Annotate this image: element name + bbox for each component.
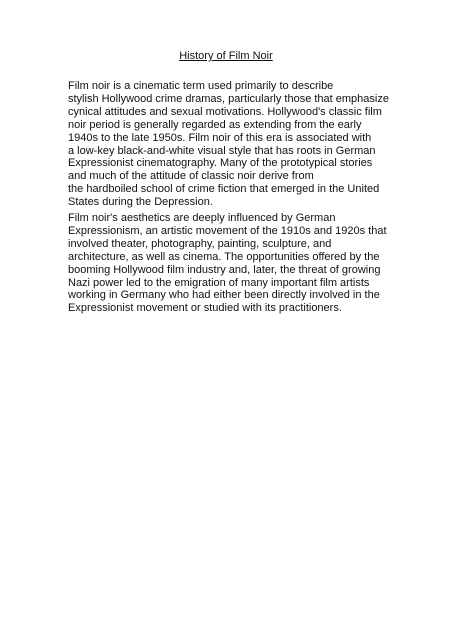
paragraph-line: 1940s to the late 1950s. Film noir of this era is associated with (68, 131, 372, 144)
paragraph-line: and much of the attitude of classic noir derive from (68, 170, 314, 183)
document-title: History of Film Noir (179, 50, 273, 62)
paragraph-line: stylish Hollywood crime dramas, particularly those that emphasize (68, 92, 389, 105)
paragraph-line: booming Hollywood film industry and, later, the threat of growing (68, 263, 381, 276)
paragraph-2 (68, 212, 388, 315)
paragraph-line: States during the Depression. (68, 196, 213, 209)
paragraph-line: Expressionist movement or studied with its practitioners. (68, 302, 342, 315)
paragraph-line: a low-key black-and-white visual style that has roots in German (68, 144, 376, 157)
paragraph-line: cynical attitudes and sexual motivations. Hollywood's classic film (68, 105, 382, 118)
paragraph-line: working in Germany who had either been directly involved in the (68, 289, 380, 302)
paragraph-line: Film noir is a cinematic term used primarily to describe (68, 80, 334, 92)
paragraph-line: architecture, as well as cinema. The opportunities offered by the (68, 250, 380, 263)
paragraph-line: Nazi power led to the emigration of many important film artists (68, 276, 370, 289)
paragraph-line: the hardboiled school of crime fiction that emerged in the United (68, 183, 380, 196)
paragraph-line: noir period is generally regarded as extending from the early (68, 118, 362, 131)
paragraph-line: Film noir's aesthetics are deeply influenced by German (68, 212, 336, 224)
paragraph-line: Expressionism, an artistic movement of the 1910s and 1920s that (68, 224, 387, 237)
paragraph-line: involved theater, photography, painting, sculpture, and (68, 237, 332, 250)
paragraph-line: Expressionist cinematography. Many of the prototypical stories (68, 157, 373, 170)
paragraph-1 (68, 80, 388, 209)
